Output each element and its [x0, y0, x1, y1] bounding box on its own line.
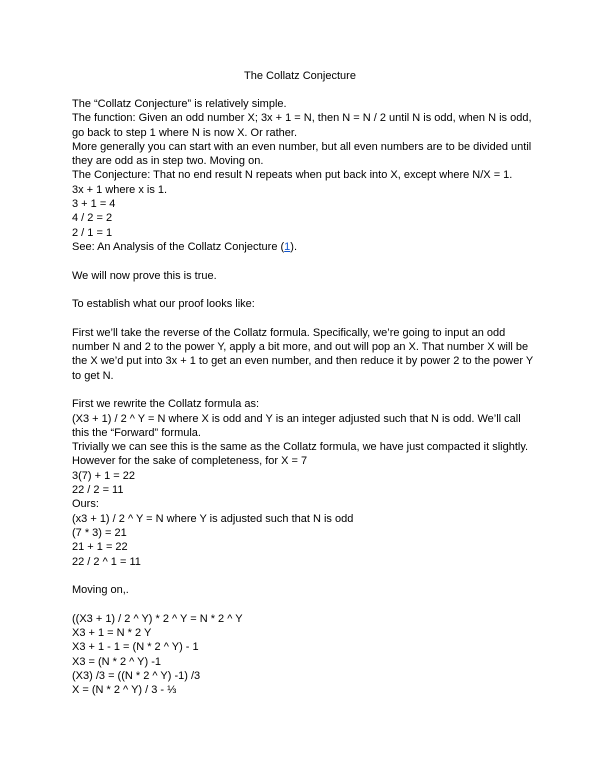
text-line: More generally you can start with an even number, but all even numbers are to be divided until: [72, 140, 532, 153]
text-line: 3 + 1 = 4: [72, 198, 116, 211]
text-line: go back to step 1 where N is now X. Or rather.: [72, 126, 297, 139]
text-line: 21 + 1 = 22: [72, 541, 128, 554]
text-line: 3(7) + 1 = 22: [72, 469, 135, 482]
text-line: X3 = (N * 2 ^ Y) -1: [72, 655, 162, 668]
document-body: [72, 97, 542, 697]
text-line: 3x + 1 where x is 1.: [72, 183, 168, 196]
reference-line: [72, 240, 542, 254]
text-line: X3 + 1 - 1 = (N * 2 ^ Y) - 1: [72, 641, 199, 654]
reference-prefix: See: An Analysis of the Collatz Conjecture (: [72, 240, 285, 253]
text-line: to get N.: [72, 369, 114, 382]
blank-line: [72, 383, 542, 397]
text-line: First we rewrite the Collatz formula as:: [72, 398, 260, 411]
text-line: X = (N * 2 ^ Y) / 3 - ⅓: [72, 684, 177, 697]
footnote-link[interactable]: 1: [284, 240, 291, 253]
text-line: 2 / 1 = 1: [72, 226, 113, 239]
text-line: The “Collatz Conjecture” is relatively simple.: [72, 98, 287, 110]
reference-suffix: ).: [290, 240, 298, 253]
text-line: (7 * 3) = 21: [72, 526, 127, 539]
text-line: the X we’d put into 3x + 1 to get an even number, and then reduce it by power 2 to the power Y: [72, 355, 534, 368]
text-line: We will now prove this is true.: [72, 269, 217, 282]
text-line: The Conjecture: That no end result N repeats when put back into X, except where N/X = 1.: [72, 169, 513, 182]
text-line: this the “Forward” formula.: [72, 426, 201, 439]
text-line: To establish what our proof looks like:: [72, 298, 255, 311]
text-line: ((X3 + 1) / 2 ^ Y) * 2 ^ Y = N * 2 ^ Y: [72, 612, 243, 625]
text-line: Moving on,.: [72, 584, 129, 597]
blank-line: [72, 569, 542, 583]
text-line: (X3) /3 = ((N * 2 ^ Y) -1) /3: [72, 669, 201, 682]
blank-line: [72, 597, 542, 611]
text-line: they are odd as in step two. Moving on.: [72, 155, 264, 168]
blank-line: [72, 311, 542, 325]
text-line: X3 + 1 = N * 2 Y: [72, 626, 152, 639]
text-line: (x3 + 1) / 2 ^ Y = N where Y is adjusted such that N is odd: [72, 512, 354, 525]
text-line: 22 / 2 = 11: [72, 484, 124, 497]
text-line: number N and 2 to the power Y, apply a bit more, and out will pop an X. That number X will be: [72, 341, 529, 354]
text-line: 22 / 2 ^ 1 = 11: [72, 555, 141, 568]
text-line: The function: Given an odd number X; 3x + 1 = N, then N = N / 2 until N is odd, when N is odd,: [72, 112, 532, 125]
text-line: Ours:: [72, 498, 99, 511]
text-line: However for the sake of completeness, for X = 7: [72, 455, 308, 468]
text-line: (X3 + 1) / 2 ^ Y = N where X is odd and Y is an integer adjusted such that N is odd. We’ll call: [72, 412, 521, 425]
text-line: First we’ll take the reverse of the Collatz formula. Specifically, we’re going to input an odd: [72, 326, 506, 339]
blank-line: [72, 254, 542, 268]
document-title: The Collatz Conjecture: [244, 70, 356, 82]
text-line: Trivially we can see this is the same as the Collatz formula, we have just compacted it slightly.: [72, 441, 529, 454]
text-line: 4 / 2 = 2: [72, 212, 113, 225]
blank-line: [72, 283, 542, 297]
